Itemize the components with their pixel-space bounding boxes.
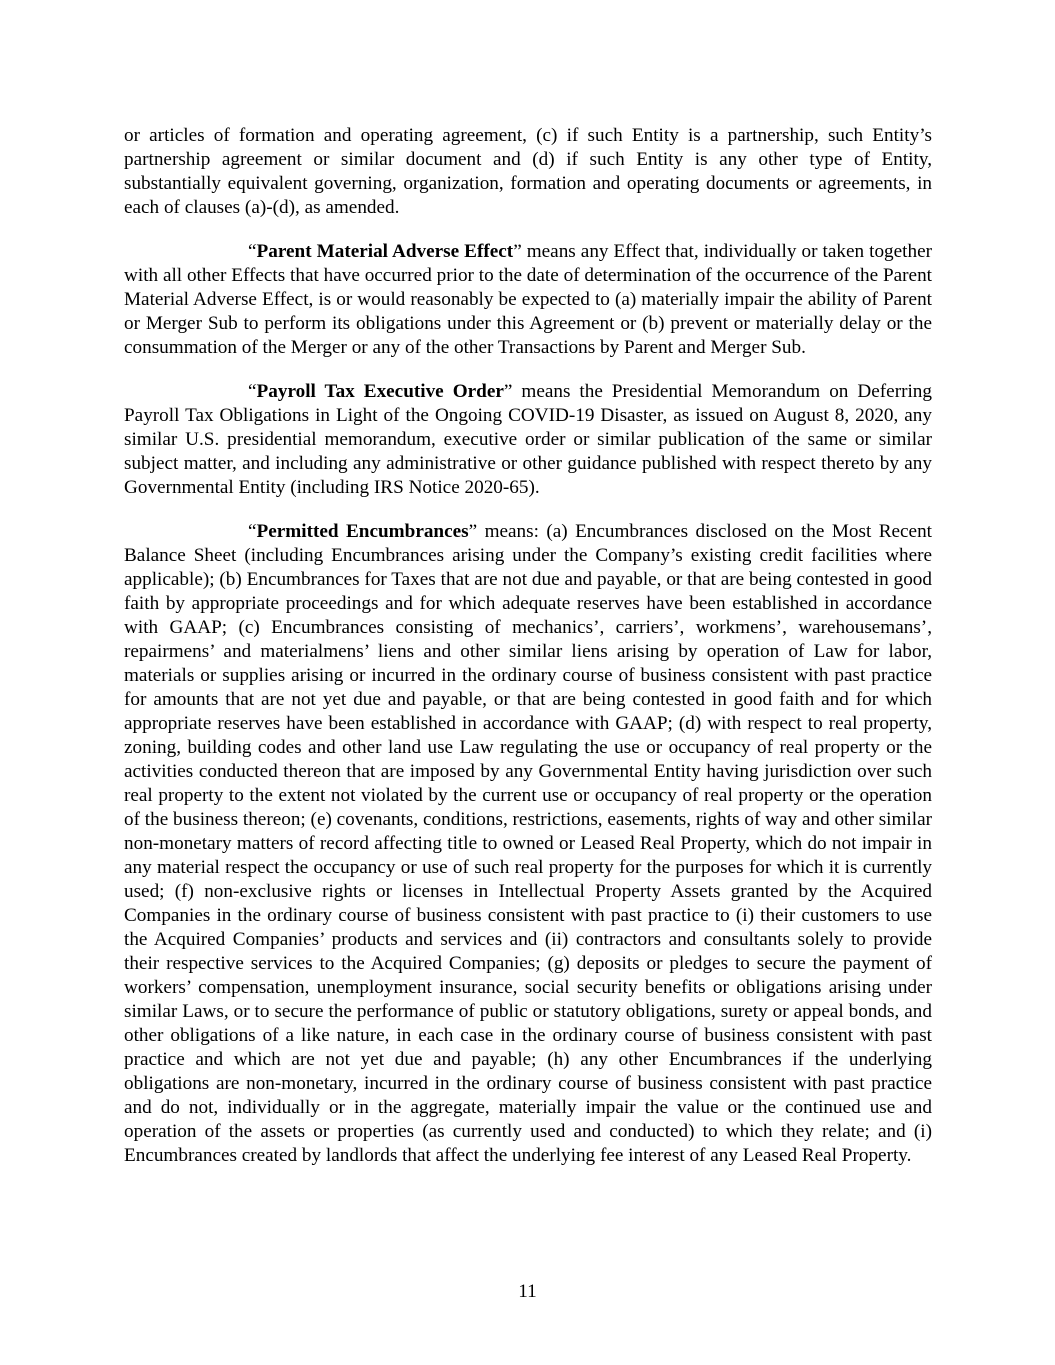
defined-term: Permitted Encumbrances bbox=[256, 521, 469, 542]
definition-payroll-tax-executive-order bbox=[124, 380, 932, 500]
document-page bbox=[124, 124, 932, 1188]
continuation-paragraph: or articles of formation and operating agreement, (c) if such Entity is a partnership, such Entity’s partnership agreement or similar document and (d) if such Entity is any other type of Entity, substantially equivalent governing, organization, formation and operating documents or agreements, in each of clauses (a)-(d), as amended. bbox=[124, 125, 932, 218]
definition-parent-material-adverse-effect bbox=[124, 240, 932, 360]
page-number: 11 bbox=[518, 1281, 537, 1302]
definition-open-quote: “ bbox=[248, 521, 257, 542]
definition-body: ” means: (a) Encumbrances disclosed on the Most Recent Balance Sheet (including Encumbrances arising under the Company’s existing credit facilities where applicable); (b) Encumbrances for Taxes that are not due and payable, or that are being contested in good faith by appropriate proceedings and for which adequate reserves have been established in accordance with GAAP; (c) Encumbrances consisting of mechanics’, carriers’, workmens’, warehousemans’, repairmens’ and materialmens’ liens and other similar liens arising by operation of Law for labor, materials or supplies arising or incurred in the ordinary course of business consistent with past practice for amounts that are not yet due and payable, or that are being contested in good faith and for which appropriate reserves have been established in accordance with GAAP; (d) with respect to real property, zoning, building codes and other land use Law regulating the use or occupancy of real property or the activities conducted thereon that are imposed by any Governmental Entity having jurisdiction over such real property to the extent not violated by the current use or occupancy of real property or the operation of the business thereon; (e) covenants, conditions, restrictions, easements, rights of way and other similar non-monetary matters of record affecting title to owned or Leased Real Property, which do not impair in any material respect the occupancy or use of such real property for the purposes for which it is currently used; (f) non-exclusive rights or licenses in Intellectual Property Assets granted by the Acquired Companies in the ordinary course of business consistent with past practice to (i) their customers to use the Acquired Companies’ products and services and (ii) contractors and consultants solely to provide their respective services to the Acquired Companies; (g) deposits or pledges to secure the payment of workers’ compensation, unemployment insurance, social security benefits or obligations arising under similar Laws, or to secure the performance of public or statutory obligations, surety or appeal bonds, and other obligations of a like nature, in each case in the ordinary course of business consistent with past practice and which are not yet due and payable; (h) any other Encumbrances if the underlying obligations are non-monetary, incurred in the ordinary course of business consistent with past practice and do not, individually or in the aggregate, materially impair the value or the continued use and operation of the assets or properties (as currently used and conducted) to which they relate; and (i) Encumbrances created by landlords that affect the underlying fee interest of any Leased Real Property. bbox=[124, 521, 932, 1166]
definition-open-quote: “ bbox=[248, 381, 257, 402]
definition-body: ” means the Presidential Memorandum on Deferring Payroll Tax Obligations in Light of the Ongoing COVID-19 Disaster, as issued on August 8, 2020, any similar U.S. presidential memorandum, executive order or similar publication of the same or similar subject matter, and including any administrative or other guidance published with respect thereto by any Governmental Entity (including IRS Notice 2020-65). bbox=[124, 381, 932, 498]
definition-permitted-encumbrances bbox=[124, 520, 932, 1168]
defined-term: Parent Material Adverse Effect bbox=[256, 241, 514, 262]
definition-body: ” means any Effect that, individually or taken together with all other Effects that have occurred prior to the date of determination of the occurrence of the Parent Material Adverse Effect, is or would reasonably be expected to (a) materially impair the ability of Parent or Merger Sub to perform its obligations under this Agreement or (b) prevent or materially delay or the consummation of the Merger or any of the other Transactions by Parent and Merger Sub. bbox=[124, 241, 932, 358]
defined-term: Payroll Tax Executive Order bbox=[256, 381, 504, 402]
definition-open-quote: “ bbox=[248, 241, 257, 262]
